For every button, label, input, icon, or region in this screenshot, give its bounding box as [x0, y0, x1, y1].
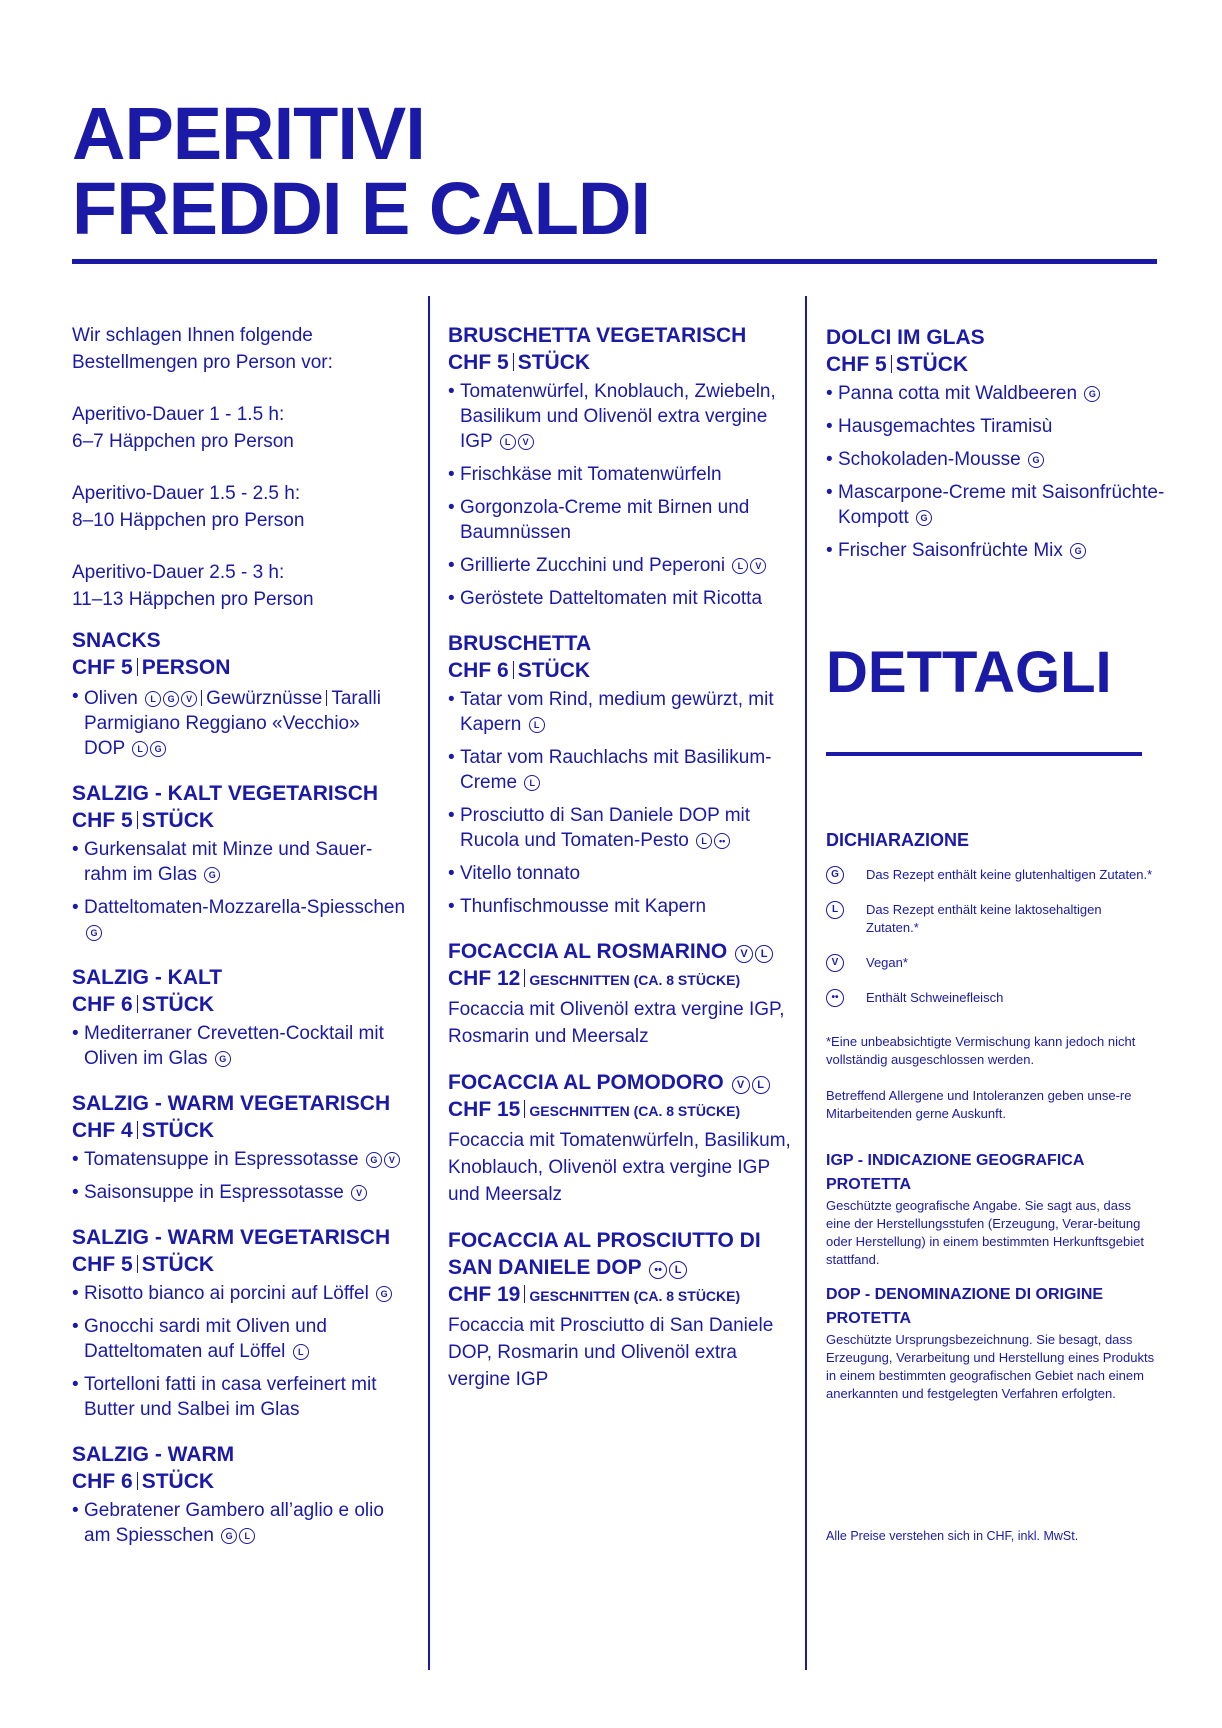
- section-dolci: [826, 324, 1171, 563]
- vegan-icon: V: [735, 945, 753, 963]
- title-line-2: FREDDI E CALDI: [72, 167, 650, 250]
- igp-text: Geschützte geografische Angabe. Sie sagt aus, dass eine der Herstellungsstufen (Erzeugung, Verar-beitung oder Herstellung) in einem bestimmten Herkunftsgebiet stattfand.: [826, 1198, 1144, 1267]
- item-text: Gebratener Gambero all’aglio e olio am Spiesschen: [84, 1500, 384, 1546]
- lactose-free-icon: L: [752, 1076, 770, 1094]
- gluten-free-icon: G: [376, 1286, 392, 1302]
- item-text: Parmigiano Reggiano «Vecchio»: [84, 713, 360, 734]
- title-text: FOCACCIA AL POMODORO: [448, 1071, 724, 1094]
- section-title: DOLCI IM GLAS: [826, 326, 985, 349]
- legend-text: Enthält Schweinefleisch: [866, 990, 1004, 1005]
- list-item: [826, 538, 1171, 563]
- vegan-icon: V: [750, 558, 766, 574]
- item-text: Gurkensalat mit Minze und Sauer-rahm im Glas: [84, 839, 373, 885]
- price-unit: GESCHNITTEN (CA. 8 STÜCKE): [529, 1103, 741, 1119]
- section-price: [448, 349, 793, 376]
- legend-item: [826, 954, 1156, 972]
- list-item: [826, 414, 1171, 439]
- section-salzig-warm: [72, 1441, 412, 1548]
- item-text: Tomatensuppe in Espressotasse: [84, 1149, 359, 1170]
- item-description: Focaccia mit Tomatenwürfeln, Basilikum, Knoblauch, Olivenöl extra vergine IGP und Meersalz: [448, 1130, 791, 1205]
- section-focaccia-rosmarino: [448, 938, 793, 1050]
- item-description: Focaccia mit Prosciutto di San Daniele DOP, Rosmarin und Olivenöl extra vergine IGP: [448, 1315, 774, 1390]
- item-text: Thunfischmousse mit Kapern: [460, 896, 707, 917]
- price-unit: STÜCK: [141, 1253, 215, 1276]
- item-text: Grillierte Zucchini und Peperoni: [460, 555, 726, 576]
- price-value: CHF 5: [72, 656, 133, 679]
- price-value: CHF 5: [826, 353, 887, 376]
- section-price: [72, 1117, 412, 1144]
- intro-line: 6–7 Häppchen pro Person: [72, 431, 294, 452]
- section-focaccia-pomodoro: [448, 1069, 793, 1208]
- lactose-free-icon: L: [239, 1528, 255, 1544]
- price-unit: STÜCK: [141, 1470, 215, 1493]
- intro-line: 11–13 Häppchen pro Person: [72, 589, 314, 610]
- section-bruschetta-vegetarisch: [448, 322, 793, 611]
- lactose-free-icon: L: [696, 833, 712, 849]
- price-unit: PERSON: [141, 656, 231, 679]
- item-text: Prosciutto di San Daniele DOP mit Rucola und Tomaten-Pesto: [460, 805, 751, 851]
- column-middle: [448, 322, 793, 1412]
- item-text: Tomatenwürfel, Knoblauch, Zwiebeln, Basilikum und Olivenöl extra vergine IGP: [460, 381, 776, 452]
- declaration-block: [826, 828, 1156, 1403]
- section-focaccia-prosciutto: [448, 1227, 793, 1393]
- section-price: [72, 654, 412, 681]
- price-unit: STÜCK: [141, 993, 215, 1016]
- item-text: DOP: [84, 738, 125, 759]
- list-item: [448, 861, 793, 886]
- title-line-1: APERITIVI: [72, 92, 425, 175]
- lactose-free-icon: L: [755, 945, 773, 963]
- price-unit: GESCHNITTEN (CA. 8 STÜCKE): [529, 972, 741, 988]
- vegan-icon: V: [181, 691, 197, 707]
- section-salzig-kalt-vegetarisch: [72, 780, 412, 945]
- pork-icon: ••: [826, 989, 844, 1007]
- list-item: [72, 1498, 412, 1548]
- vegan-icon: V: [351, 1185, 367, 1201]
- legend-list: [826, 866, 1156, 1007]
- section-title: SALZIG - WARM VEGETARISCH: [72, 1226, 391, 1249]
- gluten-free-icon: G: [204, 867, 220, 883]
- price-unit: GESCHNITTEN (CA. 8 STÜCKE): [529, 1288, 741, 1304]
- lactose-free-icon: L: [293, 1344, 309, 1360]
- details-divider: [826, 752, 1142, 756]
- intro-line: Wir schlagen Ihnen folgende: [72, 325, 313, 346]
- declaration-heading: DICHIARAZIONE: [826, 830, 969, 850]
- vegan-icon: V: [384, 1152, 400, 1168]
- gluten-free-icon: G: [221, 1528, 237, 1544]
- gluten-free-icon: G: [826, 866, 844, 884]
- price-unit: STÜCK: [141, 1119, 215, 1142]
- section-price: [72, 991, 412, 1018]
- section-title: SALZIG - WARM VEGETARISCH: [72, 1092, 391, 1115]
- section-salzig-warm-vegetarisch-5: [72, 1224, 412, 1422]
- section-title: BRUSCHETTA: [448, 632, 592, 655]
- list-item: [448, 894, 793, 919]
- column-left: [72, 322, 412, 1567]
- section-price: [448, 965, 793, 994]
- list-item: [72, 1147, 412, 1172]
- dop-text: Geschützte Ursprungsbezeichnung. Sie besagt, dass Erzeugung, Verarbeitung und Herstellung eines Produkts in einem bestimmten geografischen Gebiet nach einem anerkannten und festgelegten Verfahren erfolgten.: [826, 1332, 1155, 1401]
- gluten-free-icon: G: [916, 510, 932, 526]
- item-text: Datteltomaten-Mozzarella-Spiesschen: [84, 897, 406, 918]
- section-price: [72, 1468, 412, 1495]
- details-title: DETTAGLI: [826, 640, 1112, 705]
- item-text: Mascarpone-Creme mit Saisonfrüchte-Kompott: [838, 482, 1165, 528]
- price-value: CHF 5: [72, 809, 133, 832]
- price-value: CHF 5: [448, 351, 509, 374]
- item-text: Tatar vom Rind, medium gewürzt, mit Kapern: [460, 689, 774, 735]
- section-price: [72, 807, 412, 834]
- section-title: SALZIG - KALT VEGETARISCH: [72, 782, 379, 805]
- list-item: [72, 1021, 412, 1071]
- list-item: [72, 895, 412, 945]
- legend-text: Das Rezept enthält keine laktosehaltigen Zutaten.*: [866, 902, 1102, 935]
- price-unit: STÜCK: [517, 659, 591, 682]
- section-price: [448, 1096, 793, 1125]
- section-salzig-warm-vegetarisch-4: [72, 1090, 412, 1205]
- price-unit: STÜCK: [141, 809, 215, 832]
- section-price: [448, 1281, 793, 1310]
- legend-item: [826, 866, 1156, 884]
- pork-icon: ••: [649, 1261, 667, 1279]
- list-item: [826, 480, 1171, 530]
- item-text: Hausgemachtes Tiramisù: [838, 416, 1053, 437]
- section-salzig-kalt: [72, 964, 412, 1071]
- price-value: CHF 4: [72, 1119, 133, 1142]
- intro-line: Aperitivo-Dauer 2.5 - 3 h:: [72, 562, 285, 583]
- section-title: SNACKS: [72, 629, 161, 652]
- price-value: CHF 12: [448, 967, 521, 990]
- legend-item: [826, 901, 1156, 937]
- gluten-free-icon: G: [150, 741, 166, 757]
- item-text: Schokoladen-Mousse: [838, 449, 1021, 470]
- list-item: [72, 837, 412, 887]
- title-text: FOCACCIA AL PROSCIUTTO DI SAN DANIELE DOP: [448, 1229, 761, 1279]
- item-text: Tatar vom Rauchlachs mit Basilikum-Creme: [460, 747, 772, 793]
- section-title: BRUSCHETTA VEGETARISCH: [448, 324, 747, 347]
- section-title: SALZIG - WARM: [72, 1443, 235, 1466]
- column-right: [826, 324, 1171, 582]
- section-price: [72, 1251, 412, 1278]
- section-title: [448, 1227, 793, 1281]
- lactose-free-icon: L: [500, 434, 516, 450]
- price-value: CHF 5: [72, 1253, 133, 1276]
- list-item: [448, 379, 793, 454]
- price-value: CHF 15: [448, 1098, 521, 1121]
- list-item: [448, 553, 793, 578]
- lactose-free-icon: L: [826, 901, 844, 919]
- section-bruschetta: [448, 630, 793, 919]
- lactose-free-icon: L: [732, 558, 748, 574]
- lactose-free-icon: L: [145, 691, 161, 707]
- list-item: [72, 1281, 412, 1306]
- item-text: Gewürznüsse: [206, 688, 323, 709]
- item-description: Focaccia mit Olivenöl extra vergine IGP, Rosmarin und Meersalz: [448, 999, 785, 1047]
- intro-text: [72, 322, 412, 613]
- lactose-free-icon: L: [132, 741, 148, 757]
- intro-line: Aperitivo-Dauer 1.5 - 2.5 h:: [72, 483, 301, 504]
- item-text: Vitello tonnato: [460, 863, 581, 884]
- list-item: [72, 1372, 412, 1422]
- page-title: [72, 92, 650, 250]
- dop-heading: DOP - DENOMINAZIONE DI ORIGINE PROTETTA: [826, 1286, 1104, 1327]
- item-text: Frischer Saisonfrüchte Mix: [838, 540, 1063, 561]
- price-value: CHF 6: [72, 1470, 133, 1493]
- gluten-free-icon: G: [366, 1152, 382, 1168]
- list-item: [448, 687, 793, 737]
- vegan-icon: V: [518, 434, 534, 450]
- intro-line: Bestellmengen pro Person vor:: [72, 352, 333, 373]
- list-item: [448, 462, 793, 487]
- intro-line: 8–10 Häppchen pro Person: [72, 510, 305, 531]
- legend-text: Das Rezept enthält keine glutenhaltigen Zutaten.*: [866, 867, 1153, 882]
- section-price: [826, 351, 1171, 378]
- vegan-icon: V: [732, 1076, 750, 1094]
- item-text: Mediterraner Crevetten-Cocktail mit Oliven im Glas: [84, 1023, 384, 1069]
- section-title: SALZIG - KALT: [72, 966, 223, 989]
- gluten-free-icon: G: [1084, 386, 1100, 402]
- list-item: [448, 586, 793, 611]
- column-divider-1: [428, 296, 430, 1670]
- price-unit: STÜCK: [895, 353, 969, 376]
- intro-line: Aperitivo-Dauer 1 - 1.5 h:: [72, 404, 285, 425]
- item-text: Taralli: [331, 688, 381, 709]
- list-item: [72, 684, 412, 761]
- price-unit: STÜCK: [517, 351, 591, 374]
- item-text: Geröstete Datteltomaten mit Ricotta: [460, 588, 763, 609]
- gluten-free-icon: G: [163, 691, 179, 707]
- allergen-note: Betreffend Allergene und Intoleranzen geben unse-re Mitarbeitenden gerne Auskunft.: [826, 1088, 1132, 1121]
- list-item: [72, 1314, 412, 1364]
- item-text: Gorgonzola-Creme mit Birnen und Baumnüssen: [460, 497, 750, 543]
- title-divider: [72, 259, 1157, 264]
- legend-item: [826, 989, 1156, 1007]
- disclaimer-note: *Eine unbeabsichtigte Vermischung kann jedoch nicht vollständig ausgeschlossen werden.: [826, 1034, 1136, 1067]
- list-item: [826, 381, 1171, 406]
- igp-heading: IGP - INDICAZIONE GEOGRAFICA PROTETTA: [826, 1152, 1084, 1193]
- list-item: [448, 495, 793, 545]
- section-price: [448, 657, 793, 684]
- gluten-free-icon: G: [86, 925, 102, 941]
- item-text: Tortelloni fatti in casa verfeinert mit Butter und Salbei im Glas: [84, 1374, 377, 1420]
- gluten-free-icon: G: [1028, 452, 1044, 468]
- vegan-icon: V: [826, 954, 844, 972]
- list-item: [826, 447, 1171, 472]
- price-value: CHF 6: [72, 993, 133, 1016]
- list-item: [72, 1180, 412, 1205]
- item-text: Gnocchi sardi mit Oliven und Datteltomaten auf Löffel: [84, 1316, 327, 1362]
- gluten-free-icon: G: [1070, 543, 1086, 559]
- price-value: CHF 19: [448, 1283, 521, 1306]
- list-item: [448, 803, 793, 853]
- item-text: Frischkäse mit Tomatenwürfeln: [460, 464, 722, 485]
- item-text: Saisonsuppe in Espressotasse: [84, 1182, 344, 1203]
- section-title: [448, 1069, 793, 1096]
- item-text: Oliven: [84, 688, 138, 709]
- price-value: CHF 6: [448, 659, 509, 682]
- lactose-free-icon: L: [669, 1261, 687, 1279]
- legend-text: Vegan*: [866, 955, 908, 970]
- list-item: [448, 745, 793, 795]
- price-footnote: Alle Preise verstehen sich in CHF, inkl. MwSt.: [826, 1529, 1079, 1543]
- column-divider-2: [805, 296, 807, 1670]
- item-text: Panna cotta mit Waldbeeren: [838, 383, 1078, 404]
- gluten-free-icon: G: [215, 1051, 231, 1067]
- pork-icon: ••: [714, 833, 730, 849]
- lactose-free-icon: L: [524, 775, 540, 791]
- lactose-free-icon: L: [529, 717, 545, 733]
- section-title: [448, 938, 793, 965]
- item-text: Risotto bianco ai porcini auf Löffel: [84, 1283, 369, 1304]
- section-snacks: [72, 627, 412, 761]
- title-text: FOCACCIA AL ROSMARINO: [448, 940, 728, 963]
